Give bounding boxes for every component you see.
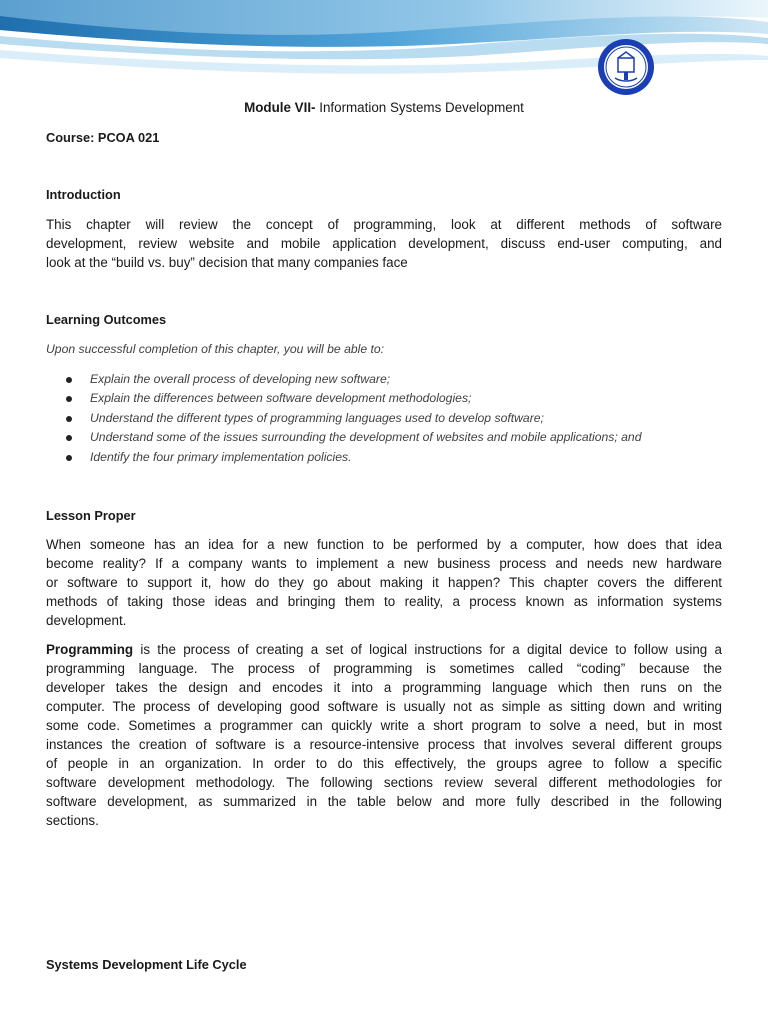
lesson-para1-line: development. xyxy=(46,613,127,628)
intro-line: This chapter will review the concept of programming, look at different methods of software xyxy=(46,217,722,232)
intro-line: development, review website and mobile application development, discuss end-user computing, and xyxy=(46,236,722,251)
bullet-icon xyxy=(66,435,72,441)
lesson-proper-heading: Lesson Proper xyxy=(46,508,136,523)
lesson-para2-first-rest: is the process of creating a set of logical instructions for a digital device to follow using a xyxy=(133,642,722,657)
lesson-para2-line: of people in an organization. In order to do this effectively, the groups agree to follow a specific xyxy=(46,756,722,771)
lesson-para1-line: become reality? If a company wants to implement a new business process and needs new hardware xyxy=(46,556,722,571)
lesson-para2-line: programming language. The process of programming is sometimes called “coding” because the xyxy=(46,661,722,676)
university-seal-logo xyxy=(597,38,655,96)
bullet-icon xyxy=(66,455,72,461)
bullet-icon xyxy=(66,416,72,422)
intro-line: look at the “build vs. buy” decision that many companies face xyxy=(46,255,408,270)
lesson-para2-line: software development, as summarized in the table below and more fully described in the following xyxy=(46,794,722,809)
sdlc-heading: Systems Development Life Cycle xyxy=(46,957,247,972)
lesson-para1-line: or software to support it, how do they go about making it happen? This chapter covers the different xyxy=(46,575,722,590)
lesson-para1-line: methods of taking those ideas and bringing them to reality, a process known as information systems xyxy=(46,594,722,609)
lesson-para2-line: software development methodology. The following sections review several different methodologies for xyxy=(46,775,722,790)
outcome-item: Explain the overall process of developing new software; xyxy=(90,372,391,386)
lesson-para2-line: some code. Sometimes a programmer can quickly write a short program to solve a need, but in most xyxy=(46,718,722,733)
course-code: Course: PCOA 021 xyxy=(46,130,160,145)
outcomes-lead: Upon successful completion of this chapter, you will be able to: xyxy=(46,342,385,356)
outcome-item: Understand the different types of programming languages used to develop software; xyxy=(90,411,544,425)
introduction-heading: Introduction xyxy=(46,187,121,202)
module-title-text: Information Systems Development xyxy=(315,100,524,115)
outcome-item: Explain the differences between software development methodologies; xyxy=(90,391,472,405)
lesson-para2-line: computer. The process of developing good software is usually not as simple as sitting down and writing xyxy=(46,699,722,714)
lesson-para2-line xyxy=(46,640,722,659)
lesson-para2-line: instances the creation of software is a resource-intensive process that involves several different groups xyxy=(46,737,722,752)
outcome-item: Understand some of the issues surrounding the development of websites and mobile applications; and xyxy=(90,430,642,444)
learning-outcomes-heading: Learning Outcomes xyxy=(46,312,167,327)
bullet-icon xyxy=(66,377,72,383)
bullet-icon xyxy=(66,396,72,402)
programming-term: Programming xyxy=(46,642,134,657)
outcome-item: Identify the four primary implementation policies. xyxy=(90,450,352,464)
module-label: Module VII- xyxy=(244,100,316,115)
module-title xyxy=(0,100,768,115)
lesson-para2-line: developer takes the design and encodes it into a programming language which then runs on the xyxy=(46,680,722,695)
lesson-para2-line: sections. xyxy=(46,813,99,828)
lesson-para1-line: When someone has an idea for a new function to be performed by a computer, how does that idea xyxy=(46,537,722,552)
